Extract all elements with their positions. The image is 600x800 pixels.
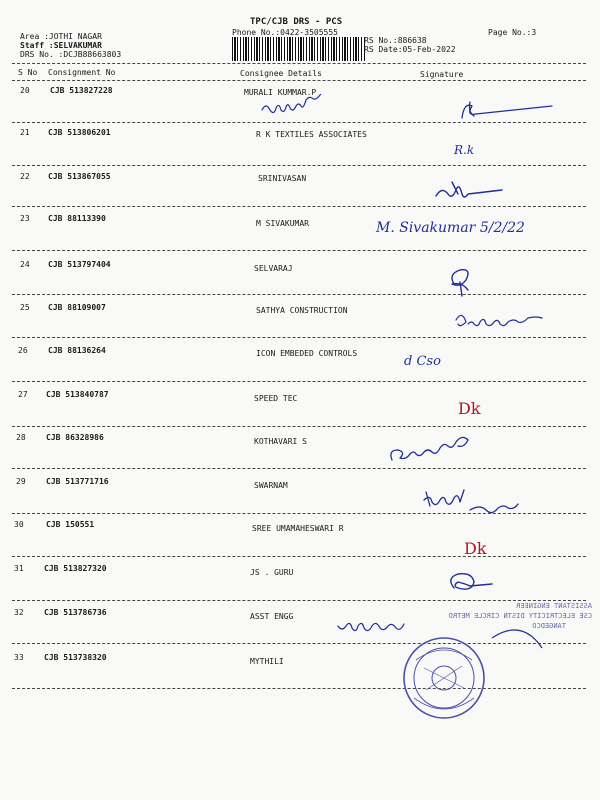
row-sno: 26 [18,346,28,355]
row-consignee: MURALI KUMMAR.P [244,88,317,97]
row-sno: 29 [16,477,26,486]
col-signature: Signature [420,70,464,79]
barcode [232,37,366,61]
signature-row-29 [420,484,530,518]
area-label: Area :JOTHI NAGAR [20,32,102,41]
row-consignee: ICON EMBEDED CONTROLS [256,349,358,358]
row-consignment: CJB 88113390 [48,214,106,223]
col-consignment: Consignment No [48,68,116,77]
signature-row-28 [384,436,484,470]
signature-row-30: Dk [464,539,487,558]
row-divider [12,556,586,557]
rs-date: RS Date:05-Feb-2022 [364,45,456,54]
row-sno: 23 [20,214,30,223]
row-divider [12,337,586,338]
drs-number: DRS No. :DCJB88663803 [20,50,122,59]
row-consignee: SPEED TEC [254,394,298,403]
row-consignee: SWARNAM [254,481,288,490]
col-sno: S No [18,68,38,77]
row-divider [12,250,586,251]
svg-text:ASSISTANT ENGINEER: ASSISTANT ENGINEER [516,602,592,610]
column-divider [12,80,586,81]
row-consignment: CJB 513867055 [48,172,111,181]
row-consignee: KOTHAVARI S [254,437,307,446]
row-sno: 30 [14,520,24,529]
row-consignee: MYTHILI [250,657,284,666]
signature-row-31 [440,568,500,598]
row-consignment: CJB 88109007 [48,303,106,312]
row-consignee: R K TEXTILES ASSOCIATES [256,130,367,139]
row-consignment: CJB 513738320 [44,653,107,662]
office-stamp [396,598,596,738]
row-divider [12,468,586,469]
row-consignee: SELVARAJ [254,264,293,273]
row-consignment: CJB 513827228 [50,86,113,95]
phone-number: Phone No.:0422-3505555 [232,28,338,37]
row-sno: 33 [14,653,24,662]
row-sno: 31 [14,564,24,573]
row-consignment: CJB 513771716 [46,477,109,486]
signature-row-23: M. Sivakumar 5/2/22 [376,220,525,236]
row-consignment: CJB 86328986 [46,433,104,442]
row-consignment: CJB 513840787 [46,390,109,399]
row-consignment: CJB 513786736 [44,608,107,617]
svg-text:CSE ELECTRICITY DISTN CIRCLE M: CSE ELECTRICITY DISTN CIRCLE METRO [448,612,592,620]
row-sno: 21 [20,128,30,137]
signature-row-22 [430,176,510,210]
row-consignment: CJB 513806201 [48,128,111,137]
signature-row-24 [440,262,490,298]
row-consignee: JS . GURU [250,568,294,577]
staff-label: Staff :SELVAKUMAR [20,41,102,50]
row-divider [12,426,586,427]
signature-row-26: d Cso [404,354,441,369]
row-consignee: M SIVAKUMAR [256,219,309,228]
row-consignment: CJB 513797404 [48,260,111,269]
row-divider [12,381,586,382]
row-divider [12,165,586,166]
signature-row-27: Dk [458,399,481,418]
header-divider [12,63,586,64]
row-sno: 22 [20,172,30,181]
row-consignment: CJB 513827320 [44,564,107,573]
signature-row-21: R.k [454,143,475,157]
row-divider [12,294,586,295]
row-sno: 32 [14,608,24,617]
svg-text:TANGEDCO: TANGEDCO [532,622,566,630]
col-consignee: Consignee Details [240,69,322,78]
row-sno: 25 [20,303,30,312]
row-consignee: ASST ENGG [250,612,294,621]
sheet-title: TPC/CJB DRS - PCS [250,17,343,27]
row-sno: 27 [18,390,28,399]
row-sno: 20 [20,86,30,95]
row-sno: 24 [20,260,30,269]
rs-number: RS No.:886638 [364,36,427,45]
row-sno: 28 [16,433,26,442]
signature-row-25 [450,306,560,332]
row-consignment: CJB 150551 [46,520,95,529]
row-consignee: SRINIVASAN [258,174,307,183]
row-consignee: SATHYA CONSTRUCTION [256,306,348,315]
signature-row-20-b [450,96,560,126]
signature-row-20 [258,94,338,118]
row-consignee: SREE UMAMAHESWARI R [252,524,344,533]
row-consignment: CJB 88136264 [48,346,106,355]
page-number: Page No.:3 [488,28,537,37]
